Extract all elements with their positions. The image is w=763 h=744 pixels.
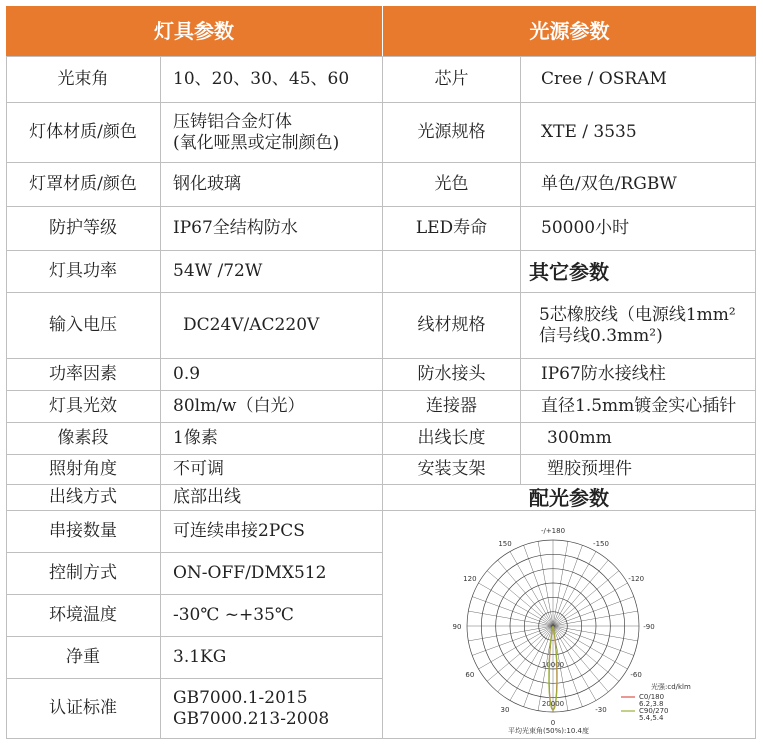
section-header-fixture: 灯具参数: [6, 6, 382, 56]
spec-sheet: [6, 6, 756, 739]
legend-series-values: 5.4,5.4: [639, 714, 664, 722]
row-label-body-material: 灯体材质/颜色: [29, 122, 137, 143]
section-header-light-source: 光源参数: [383, 6, 756, 56]
polar-angle-label: -/+180: [540, 527, 566, 535]
polar-angle-label: 120: [463, 575, 477, 583]
row-label-cable-length: 出线长度: [417, 428, 486, 449]
row-value-cable-length: 300mm: [547, 428, 612, 449]
row-label-efficacy: 灯具光效: [49, 396, 117, 417]
polar-angle-label: -120: [628, 575, 645, 583]
row-value-cable-spec: [521, 293, 755, 358]
polar-angle-label: 90: [452, 623, 462, 631]
row-value-ambient-temp: -30℃ ~+35℃: [173, 605, 294, 626]
row-value-cable-exit: 底部出线: [173, 487, 241, 508]
row-label-weight: 净重: [66, 647, 100, 668]
legend-series-name: C0/180: [639, 693, 665, 701]
polar-angle-label: -150: [593, 539, 609, 548]
value-line: (氧化哑黑或定制颜色): [173, 132, 340, 153]
value-line: 压铸铝合金灯体: [173, 112, 292, 133]
polar-angle-label: 30: [500, 706, 510, 715]
row-label-beam-angle: 光束角: [57, 69, 109, 90]
polar-angle-label: -90: [643, 623, 655, 631]
value-line: 信号线0.3mm²): [539, 325, 663, 346]
polar-unit-label: 光强:cd/klm: [651, 683, 691, 691]
row-label-cable-spec: 线材规格: [417, 315, 486, 336]
section-title-other: 其它参数: [529, 259, 609, 284]
row-label-pixel: 像素段: [57, 428, 109, 449]
row-label-led-spec: 光源规格: [417, 122, 486, 143]
row-label-waterproof-connector: 防水接头: [417, 364, 486, 385]
row-value-led-life: 50000小时: [541, 218, 630, 239]
row-label-series-count: 串接数量: [49, 521, 117, 542]
value-line: GB7000.213-2008: [173, 708, 330, 729]
row-value-beam-angle: 10、20、30、45、60: [173, 69, 350, 90]
row-label-connector: 连接器: [426, 396, 477, 417]
row-label-certification: 认证标准: [49, 698, 117, 719]
row-label-power-factor: 功率因素: [49, 364, 117, 385]
row-value-control: ON-OFF/DMX512: [173, 563, 327, 584]
row-label-voltage: 输入电压: [49, 315, 117, 336]
polar-angle-label: 150: [498, 539, 512, 548]
polar-angle-label: 0: [550, 719, 556, 727]
row-value-power-factor: 0.9: [173, 364, 201, 385]
row-value-ip-rating: IP67全结构防水: [173, 218, 298, 239]
value-line: 5芯橡胶线（电源线1mm²: [539, 305, 736, 326]
row-label-ip-rating: 防护等级: [49, 218, 117, 239]
polar-light-distribution: [383, 511, 755, 738]
row-label-led-life: LED寿命: [415, 218, 488, 239]
polar-radial-label: 20000: [541, 700, 565, 709]
row-label-light-color: 光色: [434, 174, 469, 195]
row-value-led-spec: XTE / 3535: [541, 122, 637, 143]
polar-angle-label: 60: [465, 671, 475, 679]
legend-series-values: 6.2,3.8: [639, 700, 664, 708]
row-value-chip: Cree / OSRAM: [541, 69, 667, 90]
polar-angle-label: -60: [630, 671, 642, 679]
row-value-power: 54W /72W: [173, 261, 263, 282]
row-value-connector: 直径1.5mm镀金实心插针: [541, 396, 737, 417]
row-value-efficacy: 80lm/w（白光）: [173, 396, 305, 417]
row-label-ambient-temp: 环境温度: [49, 605, 117, 626]
row-label-cable-exit: 出线方式: [49, 487, 117, 508]
row-label-mounting: 安装支架: [417, 459, 486, 480]
value-line: GB7000.1-2015: [173, 688, 308, 709]
row-label-power: 灯具功率: [49, 261, 117, 282]
row-value-certification: [161, 679, 382, 738]
row-value-cover-material: 钢化玻璃: [173, 174, 241, 195]
row-label-tilt: 照射角度: [49, 459, 117, 480]
polar-radial-label: 10000: [541, 661, 565, 670]
row-value-mounting: 塑胶预埋件: [547, 459, 632, 480]
row-label-chip: 芯片: [434, 69, 469, 90]
row-value-pixel: 1像素: [173, 428, 218, 449]
row-label-control: 控制方式: [49, 563, 117, 584]
row-value-tilt: 不可调: [173, 459, 224, 480]
section-title-optics: 配光参数: [529, 485, 609, 510]
row-value-light-color: 单色/双色/RGBW: [541, 174, 677, 195]
row-label-cover-material: 灯罩材质/颜色: [29, 174, 137, 195]
polar-average-beam-label: 平均光束角(50%):10.4度: [508, 727, 589, 735]
polar-angle-label: -30: [595, 706, 607, 715]
row-value-series-count: 可连续串接2PCS: [173, 521, 305, 542]
row-value-voltage: DC24V/AC220V: [183, 315, 320, 336]
legend-series-name: C90/270: [639, 707, 669, 715]
row-value-body-material: [161, 103, 382, 162]
row-value-weight: 3.1KG: [173, 647, 227, 668]
row-value-waterproof-connector: IP67防水接线柱: [541, 364, 666, 385]
